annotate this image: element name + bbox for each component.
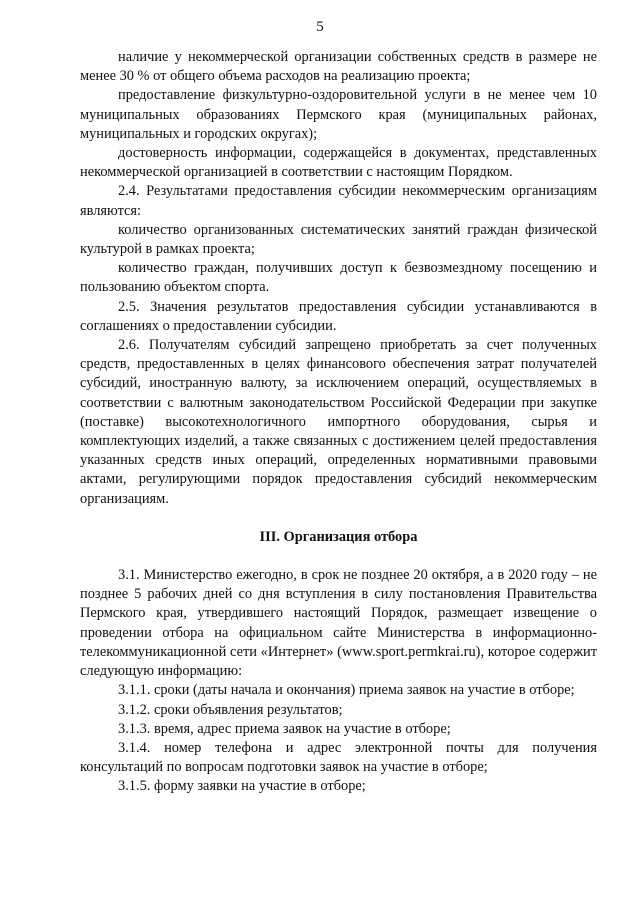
paragraph-3-1-2-results-dates: 3.1.2. сроки объявления результатов; (118, 701, 343, 718)
paragraph-3-1-notice: 3.1. Министерство ежегодно, в срок не позднее 20 октября, а в 2020 году – не позднее 5 рабочих дней со дня вступления в силу постановления Правительства Пермского края, утвердившего настоящий Порядок, размещает извещение о проведении отбора на официальном сайте Министерства в информационно-телекоммуникационной сети «Интернет» (www.sport.permkrai.ru), которое содержит следующую информацию: (80, 567, 597, 680)
section-heading-selection: III. Организация отбора (259, 528, 418, 545)
paragraph-2-5-values: 2.5. Значения результатов предоставления субсидии устанавливаются в соглашениях о предоставлении субсидии. (80, 298, 597, 334)
paragraph-municipalities-criterion: предоставление физкультурно-оздоровительной услуги в не менее чем 10 муниципальных образованиях Пермского края (муниципальных районах, муниципальных и городских округах); (80, 87, 597, 142)
page-number: 5 (316, 19, 324, 35)
paragraph-3-1-1-deadlines: 3.1.1. сроки (даты начала и окончания) приема заявок на участие в отборе; (118, 682, 575, 699)
paragraph-2-6-prohibition: 2.6. Получателям субсидий запрещено приобретать за счет полученных средств, предоставленных в целях финансового обеспечения затрат получателей субсидий, иностранную валюту, за исключением операций, осуществляемых в соответствии с валютным законодательством Российской Федерации при закупке (поставке) высокотехнологичного импортного оборудования, сырья и комплектующих изделий, а также связанных с достижением целей предоставления указанных средств иных операций, определенных нормативными правовыми актами, регулирующими порядок предоставления субсидий некоммерческим организациям. (80, 337, 597, 507)
paragraph-result-classes-count: количество организованных систематических занятий граждан физической культурой в рамках проекта; (80, 221, 597, 258)
paragraph-3-1-5-form: 3.1.5. форму заявки на участие в отборе; (118, 778, 366, 795)
paragraph-2-4-results: 2.4. Результатами предоставления субсидии некоммерческим организациям являются: (80, 183, 597, 219)
paragraph-reliability-criterion: достоверность информации, содержащейся в документах, представленных некоммерческой организацией в соответствии с настоящим Порядком. (80, 145, 597, 181)
paragraph-result-citizens-access: количество граждан, получивших доступ к безвозмездному посещению и пользованию объектом спорта. (80, 260, 597, 296)
paragraph-3-1-3-time-address: 3.1.3. время, адрес приема заявок на участие в отборе; (118, 720, 451, 737)
paragraph-own-funds-criterion: наличие у некоммерческой организации собственных средств в размере не менее 30 % от общего объема расходов на реализацию проекта; (80, 49, 597, 85)
paragraph-3-1-4-contacts: 3.1.4. номер телефона и адрес электронной почты для получения консультаций по вопросам подготовки заявок на участие в отборе; (80, 739, 597, 776)
document-body (80, 48, 597, 797)
